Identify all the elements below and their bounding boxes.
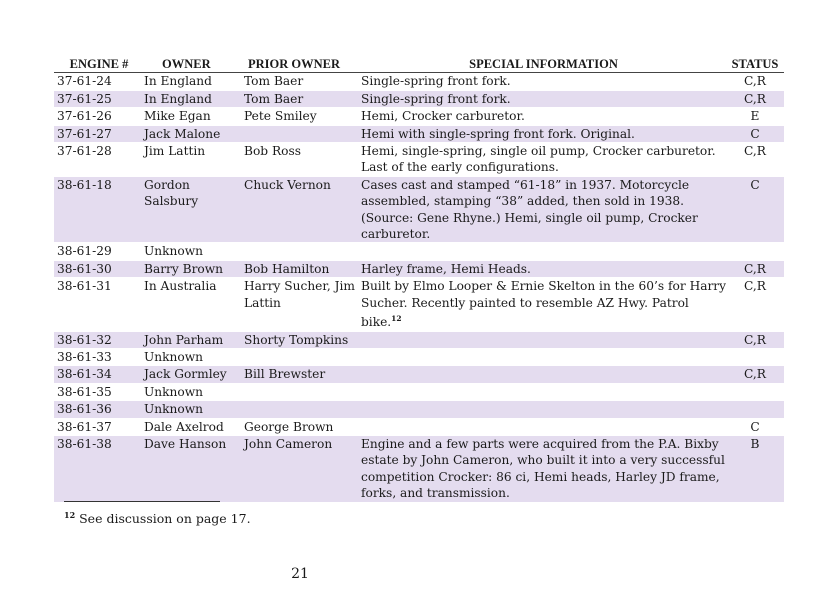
cell-owner [144,243,244,260]
footnote [64,510,251,526]
cell-status-text: C,R [744,74,766,89]
cell-special-info [361,176,726,243]
cell-engine [54,90,144,107]
cell-owner [144,278,244,331]
cell-engine-text: 38-61-32 [57,332,112,347]
cell-status-text: C [750,126,760,141]
cell-prior-owner-text: Shorty Tompkins [244,332,349,347]
table-body [54,73,784,502]
table-row [54,348,784,365]
cell-special-info-text: Engine and a few parts were acquired from the P.A. Bixby estate by John Cameron, who built it into a very successful competition Crocker: 86 ci, Hemi heads, Harley JD frame, forks, and transmission. [361,437,725,501]
cell-prior-owner [244,401,361,418]
cell-status-text: C,R [744,91,766,106]
cell-engine-text: 37-61-24 [57,74,112,89]
cell-owner-text: Unknown [144,402,203,417]
cell-status-text: C,R [744,261,766,276]
table-row [54,331,784,348]
cell-owner [144,418,244,435]
cell-engine-text: 38-61-33 [57,349,112,364]
cell-engine-text: 38-61-34 [57,367,112,382]
cell-special-info [361,243,726,260]
cell-engine [54,243,144,260]
cell-special-info-text: Hemi, Crocker carburetor. [361,109,525,124]
table-row [54,143,784,177]
table-row [54,125,784,142]
cell-special-info [361,436,726,503]
cell-engine-text: 37-61-28 [57,144,112,159]
cell-engine [54,260,144,277]
cell-prior-owner [244,176,361,243]
cell-special-info [361,90,726,107]
cell-status [726,260,784,277]
cell-owner-text: Unknown [144,384,203,399]
table-row [54,176,784,243]
cell-engine [54,278,144,331]
cell-engine [54,383,144,400]
cell-special-info [361,108,726,125]
cell-engine [54,418,144,435]
cell-owner [144,143,244,177]
cell-prior-owner [244,125,361,142]
table-row [54,90,784,107]
cell-status-text: C [750,419,760,434]
cell-status [726,383,784,400]
page-number: 21 [291,566,309,582]
header-engine: ENGINE # [54,56,144,73]
cell-status [726,143,784,177]
cell-owner-text: In Australia [144,279,217,294]
cell-prior-owner-text: Harry Sucher, Jim Lattin [244,279,355,310]
cell-engine-text: 38-61-35 [57,384,112,399]
cell-engine [54,176,144,243]
cell-owner-text: In England [144,74,212,89]
cell-owner [144,176,244,243]
header-prior-owner: PRIOR OWNER [244,56,361,73]
cell-prior-owner-text: Chuck Vernon [244,177,331,192]
cell-prior-owner [244,418,361,435]
cell-prior-owner-text: Tom Baer [244,91,304,106]
table-row [54,383,784,400]
table-header [54,56,784,73]
cell-engine-text: 37-61-27 [57,126,112,141]
footnote-reference[interactable]: 12 [391,314,402,324]
cell-special-info [361,125,726,142]
table-row [54,366,784,383]
cell-special-info [361,331,726,348]
cell-special-info [361,260,726,277]
cell-engine [54,143,144,177]
cell-engine [54,436,144,503]
cell-engine [54,401,144,418]
cell-owner-text: Dave Hanson [144,437,227,451]
cell-prior-owner [244,278,361,331]
cell-prior-owner-text: George Brown [244,419,334,434]
cell-status [726,366,784,383]
cell-prior-owner [244,260,361,277]
cell-special-info-text: Built by Elmo Looper & Ernie Skelton in the 60’s for Harry Sucher. Recently painted to resemble AZ Hwy. Patrol bike. [361,279,727,330]
table-row [54,278,784,331]
cell-engine-text: 38-61-36 [57,402,112,417]
table-row [54,436,784,503]
header-owner: OWNER [144,56,244,73]
cell-owner [144,331,244,348]
cell-status-text: C,R [744,144,766,159]
footnote-number: 12 [64,510,76,520]
cell-engine [54,108,144,125]
cell-prior-owner [244,366,361,383]
cell-owner [144,436,244,503]
cell-engine [54,331,144,348]
cell-engine-text: 38-61-18 [57,177,112,192]
cell-status [726,418,784,435]
cell-special-info [361,278,726,331]
cell-prior-owner [244,73,361,90]
cell-status [726,108,784,125]
cell-owner-text: Unknown [144,244,203,259]
cell-special-info-text: Hemi, single-spring, single oil pump, Crocker carburetor. Last of the early configurations. [361,144,716,175]
header-status: STATUS [726,56,784,73]
cell-status-text: B [750,437,760,451]
cell-engine-text: 37-61-26 [57,109,112,124]
cell-owner [144,125,244,142]
footnote-text: See discussion on page 17. [75,511,251,527]
cell-status [726,73,784,90]
cell-engine-text: 38-61-30 [57,261,112,276]
table-row [54,401,784,418]
cell-special-info [361,383,726,400]
cell-engine-text: 38-61-31 [57,279,112,294]
cell-owner-text: Jack Gormley [144,367,227,382]
cell-prior-owner [244,383,361,400]
cell-status-text: C,R [744,367,766,382]
cell-owner [144,366,244,383]
cell-prior-owner-text: Bill Brewster [244,367,326,382]
cell-special-info [361,73,726,90]
cell-owner-text: Gordon Salsbury [144,177,199,209]
cell-prior-owner-text: Bob Hamilton [244,261,330,276]
cell-owner-text: Barry Brown [144,261,224,276]
cell-status [726,331,784,348]
cell-special-info [361,366,726,383]
cell-prior-owner [244,143,361,177]
cell-special-info [361,143,726,177]
cell-status [726,90,784,107]
cell-status [726,278,784,331]
cell-prior-owner-text: Bob Ross [244,144,301,159]
cell-status [726,125,784,142]
cell-prior-owner-text: Tom Baer [244,74,304,89]
cell-prior-owner-text: John Cameron [244,437,333,451]
cell-engine-text: 37-61-25 [57,91,112,106]
cell-engine-text: 38-61-29 [57,244,112,259]
cell-status-text: E [750,109,760,124]
cell-owner-text: Jim Lattin [144,144,206,159]
cell-special-info-text: Single-spring front fork. [361,74,511,89]
table-row [54,243,784,260]
cell-special-info [361,401,726,418]
cell-special-info-text: Harley frame, Hemi Heads. [361,261,531,276]
cell-prior-owner-text: Pete Smiley [244,109,317,124]
table-row [54,108,784,125]
cell-owner [144,348,244,365]
cell-prior-owner [244,90,361,107]
cell-owner [144,90,244,107]
footnote-divider [64,501,220,502]
cell-prior-owner [244,436,361,503]
cell-prior-owner [244,348,361,365]
cell-engine [54,348,144,365]
cell-engine [54,125,144,142]
cell-prior-owner [244,331,361,348]
cell-status [726,348,784,365]
cell-owner [144,260,244,277]
cell-owner-text: Mike Egan [144,109,211,124]
cell-special-info-text: Single-spring front fork. [361,91,511,106]
table-row [54,73,784,90]
cell-owner-text: Dale Axelrod [144,419,224,434]
cell-special-info [361,418,726,435]
cell-owner [144,401,244,418]
cell-engine [54,73,144,90]
cell-status-text: C,R [744,332,766,347]
table-row [54,260,784,277]
cell-engine-text: 38-61-37 [57,419,112,434]
cell-prior-owner [244,108,361,125]
cell-status [726,436,784,503]
cell-status [726,176,784,243]
cell-special-info-text: Hemi with single-spring front fork. Original. [361,126,635,141]
cell-owner-text: Jack Malone [144,126,221,141]
cell-owner-text: John Parham [144,332,224,347]
cell-engine [54,366,144,383]
cell-owner-text: Unknown [144,349,203,364]
cell-owner-text: In England [144,91,212,106]
cell-status-text: C [750,177,760,192]
cell-owner [144,108,244,125]
cell-prior-owner [244,243,361,260]
engine-table [54,56,784,503]
cell-engine-text: 38-61-38 [57,437,112,451]
cell-owner [144,383,244,400]
cell-special-info [361,348,726,365]
table-row [54,418,784,435]
cell-status-text: C,R [744,279,766,294]
cell-status [726,401,784,418]
cell-owner [144,73,244,90]
cell-special-info-text: Cases cast and stamped “61-18” in 1937. Motorcycle assembled, stamping “38” added, then sold in 1938. (Source: Gene Rhyne.) Hemi, single oil pump, Crocker carburetor. [361,177,698,242]
header-special-info: SPECIAL INFORMATION [361,56,726,73]
cell-status [726,243,784,260]
